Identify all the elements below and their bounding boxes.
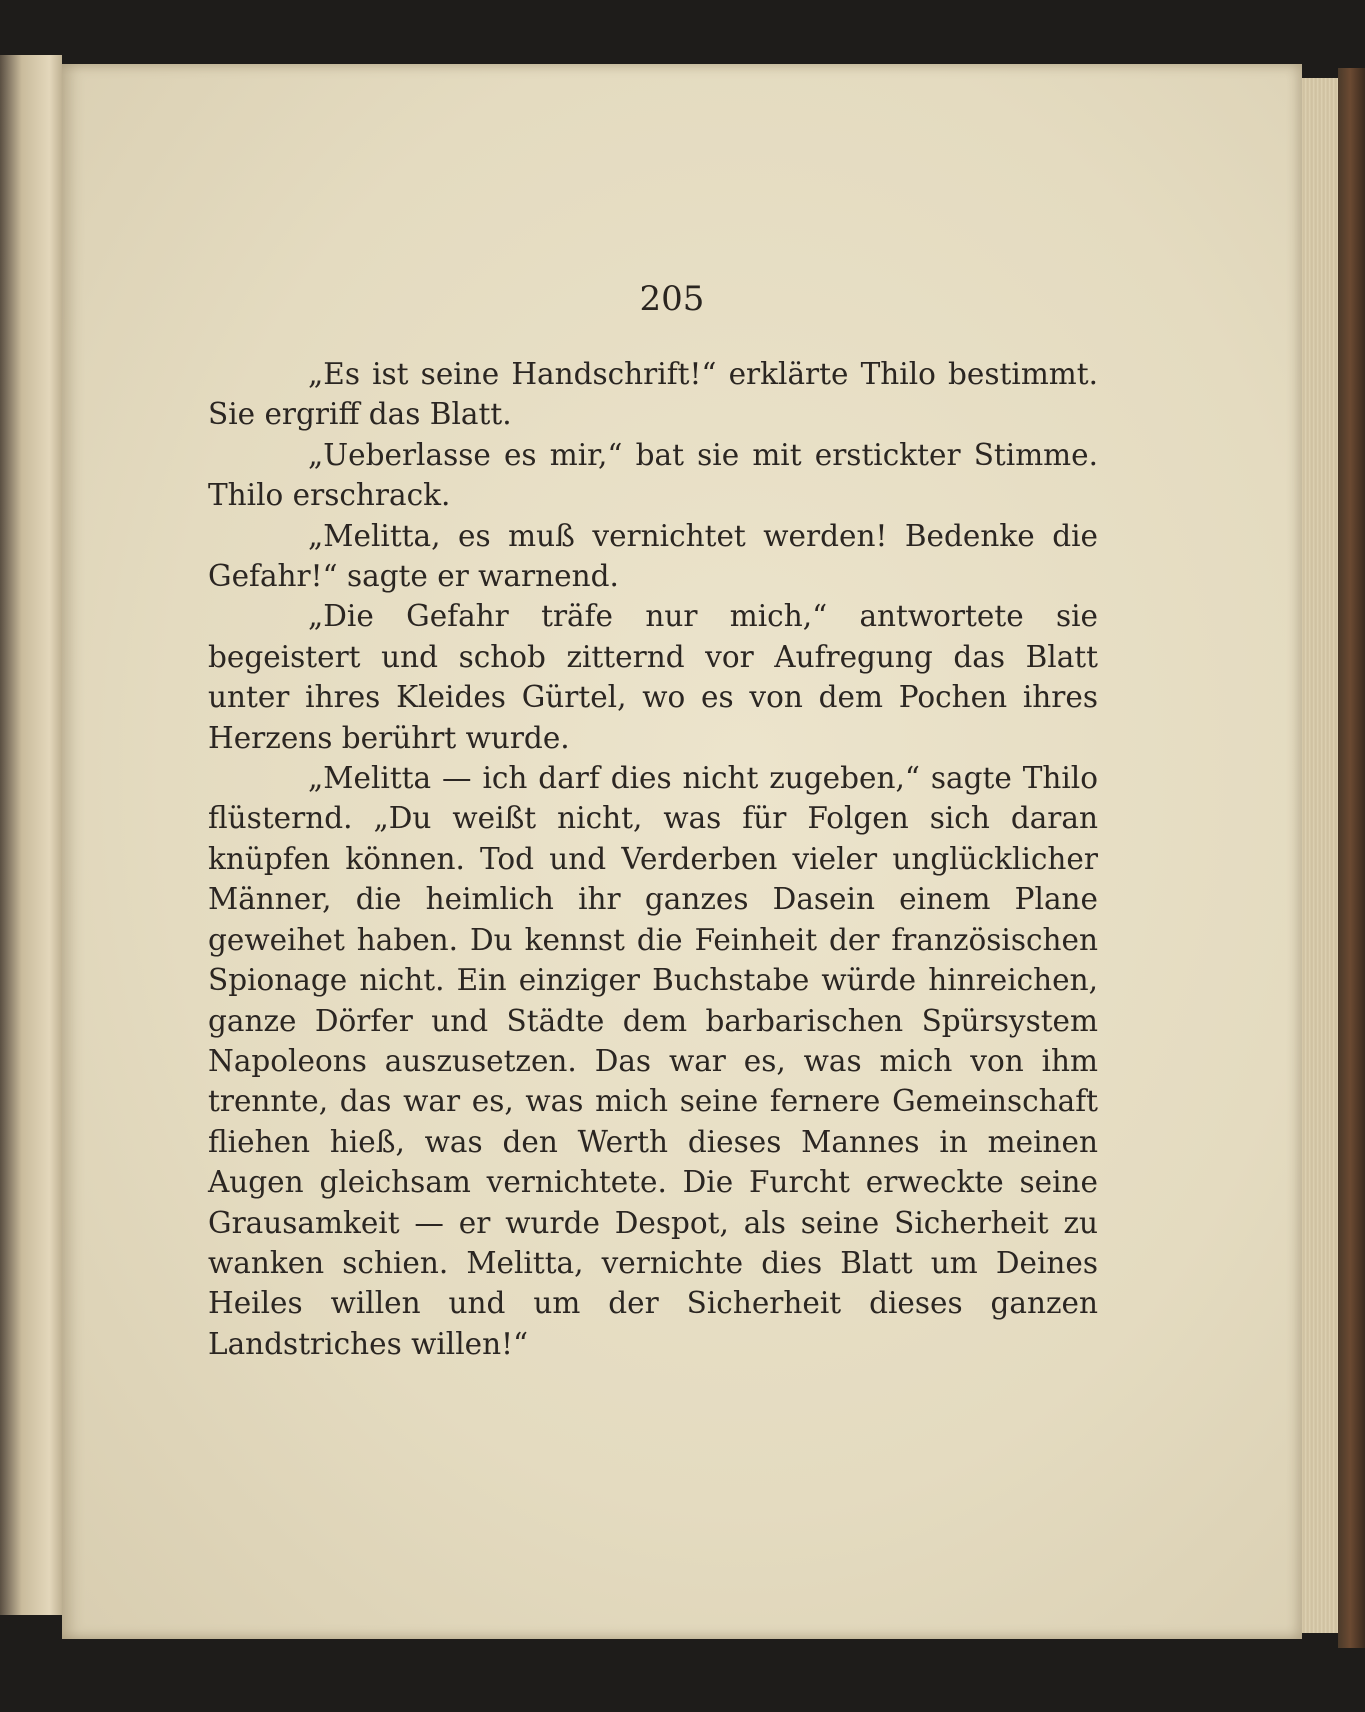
paragraph-1: „Es ist seine Handschrift!“ erklärte Thilo bestimmt. Sie ergriff das Blatt. [208, 357, 1098, 432]
book-cover-edge [1338, 68, 1365, 1648]
paragraph-3: „Melitta, es muß vernichtet werden! Bedenke die Gefahr!“ sagte er warnend. [208, 518, 1098, 594]
body-text [208, 354, 1098, 1364]
book-page [62, 64, 1302, 1639]
paragraph-5: „Melitta — ich darf dies nicht zugeben,“ sagte Thilo flüsternd. „Du weißt nicht, was für Folgen sich daran knüpfen können. Tod und Verderben vieler unglücklicher Männer, die heimlich ihr ganzes Dasein einem Plane geweihet haben. Du kennst die Feinheit der französischen Spionage nicht. Ein einziger Buchstabe würde hinreichen, ganze Dörfer und Städte dem barbarischen Spürsystem Napoleons auszusetzen. Das war es, was mich von ihm trennte, das war es, was mich seine fernere Gemeinschaft fliehen hieß, was den Werth dieses Mannes in meinen Augen gleichsam vernichtete. Die Furcht erweckte seine Grausamkeit — er wurde Despot, als seine Sicherheit zu wanken schien. Melitta, vernichte dies Blatt um Deines Heiles willen und um der Sicherheit dieses ganzen Landstriches willen!“ [208, 761, 1098, 1361]
paragraph-4: „Die Gefahr träfe nur mich,“ antwortete sie begeistert und schob zitternd vor Aufregung das Blatt unter ihres Kleides Gürtel, wo es von dem Pochen ihres Herzens berührt wurde. [208, 599, 1098, 755]
paragraph-2: „Ueberlasse es mir,“ bat sie mit erstickter Stimme. Thilo erschrack. [208, 437, 1098, 513]
page-block-edge [1302, 78, 1342, 1633]
left-page-edge [0, 55, 62, 1615]
page-number: 205 [639, 279, 705, 319]
